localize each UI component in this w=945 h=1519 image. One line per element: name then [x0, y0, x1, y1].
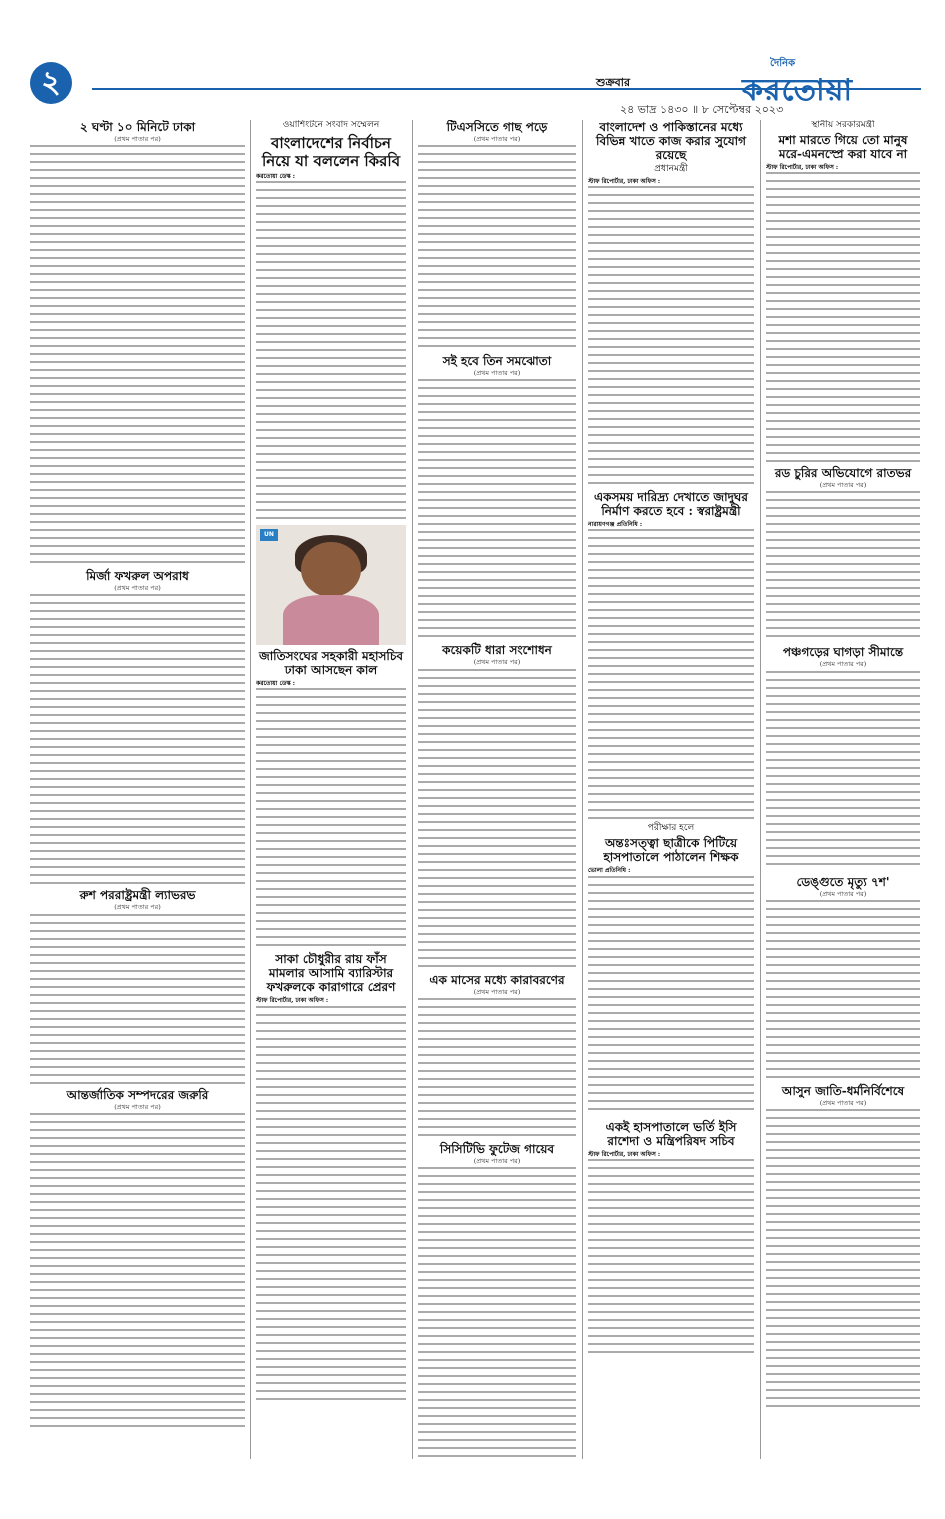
- continued-label: (প্রথম পাতার পর): [473, 135, 521, 143]
- column-rule: [250, 120, 251, 1459]
- headline: সিসিটিভি ফুটেজ গায়েব: [439, 1141, 555, 1156]
- column-rule: [412, 120, 413, 1459]
- byline: স্টাফ রিপোর্টার, ঢাকা অফিস :: [588, 1150, 661, 1158]
- kicker: পরীক্ষার হলে: [647, 823, 695, 834]
- body-text: [588, 876, 754, 1116]
- headline: মির্জা ফখরুল অপরাধ: [86, 569, 189, 584]
- body-text: [766, 1109, 920, 1409]
- continued-label: (প্রথম পাতার পর): [114, 903, 161, 912]
- byline: স্টাফ রিপোর্টার, ঢাকা অফিস :: [766, 164, 839, 171]
- continued-label: (প্রথম পাতার পর): [114, 1102, 161, 1111]
- masthead-daily: দৈনিক: [770, 58, 796, 69]
- body-text: [766, 671, 920, 871]
- headline: কয়েকটি ধারা সংশোধন: [442, 643, 552, 658]
- body-text: [766, 900, 920, 1080]
- column-5: [766, 120, 920, 1460]
- body-text: [256, 1006, 406, 1406]
- weekday: শুক্রবার: [596, 76, 631, 89]
- body-text: [588, 529, 754, 819]
- body-text: [766, 172, 920, 462]
- column-2: [256, 120, 406, 1460]
- byline: নারায়ণগঞ্জ প্রতিনিধি :: [588, 521, 643, 529]
- kicker: ওয়াশিংটনে সংবাদ সম্মেলন: [282, 120, 380, 130]
- headline: রুশ পররাষ্ট্রমন্ত্রী ল্যাভরভ: [79, 888, 196, 903]
- headline: জাতিসংঘের সহকারী মহাসচিব ঢাকা আসছেন কাল: [258, 649, 404, 678]
- column-rule: [582, 120, 583, 1459]
- body-text: [256, 181, 406, 521]
- continued-label: (প্রথম পাতার পর): [114, 584, 161, 593]
- headline: আসুন জাতি-ধর্মনির্বিশেষে: [781, 1083, 905, 1098]
- headline: রড চুরির অভিযোগে রাতভর: [774, 466, 912, 481]
- headline: একসময় দারিদ্র্য দেখাতে জাদুঘর নির্মাণ করতে হবে : স্বরাষ্ট্রমন্ত্রী: [594, 490, 748, 519]
- kicker: স্থানীয় সরকারমন্ত্রী: [811, 120, 875, 130]
- headline: বাংলাদেশের নির্বাচন নিয়ে যা বললেন কিরবি: [261, 134, 401, 170]
- portrait-photo: [256, 525, 406, 645]
- headline: বাংলাদেশ ও পাকিস্তানের মধ্যে বিভিন্ন খাতে কাজ করার সুযোগ রয়েছে: [596, 120, 746, 162]
- body-text: [30, 145, 245, 565]
- headline: সই হবে তিন সমঝোতা: [442, 354, 552, 369]
- body-text: [30, 594, 245, 884]
- continued-label: (প্রথম পাতার পর): [473, 369, 521, 378]
- body-text: [418, 669, 576, 969]
- continued-label: (প্রথম পাতার পর): [473, 987, 521, 996]
- column-1: [30, 120, 245, 1460]
- body-text: [766, 491, 920, 641]
- headline: ডেঙ্গুতে মৃত্যু ৭শ': [796, 874, 890, 889]
- headline: ২ ঘণ্টা ১০ মিনিটে ঢাকা: [79, 120, 196, 134]
- body-text: [588, 186, 754, 486]
- byline: স্টাফ রিপোর্টার, ঢাকা অফিস :: [588, 178, 661, 185]
- body-text: [418, 145, 576, 350]
- body-text: [30, 1113, 245, 1433]
- un-logo: UN: [260, 529, 278, 541]
- headline: মশা মারতে গিয়ে তো মানুষ মরে-এমনস্প্রে করা যাবে না: [778, 133, 908, 161]
- column-4: [588, 120, 754, 1460]
- continued-label: (প্রথম পাতার পর): [473, 658, 521, 667]
- body-text: [30, 914, 245, 1084]
- column-rule: [760, 120, 761, 1459]
- masthead-logo: করতোয়া: [742, 73, 854, 108]
- page-number-badge: ২: [30, 62, 72, 104]
- kicker: প্রধানমন্ত্রী: [654, 164, 688, 174]
- byline: করতোয়া ডেস্ক :: [256, 173, 295, 180]
- body-text: [418, 998, 576, 1138]
- byline: ভোলা প্রতিনিধি :: [588, 867, 631, 875]
- continued-label: (প্রথম পাতার পর): [819, 481, 867, 490]
- continued-label: (প্রথম পাতার পর): [473, 1156, 521, 1165]
- headline: টিএসসিতে গাছ পড়ে: [446, 120, 548, 134]
- headline: আন্তর্জাতিক সম্পদরের জরুরি: [66, 1087, 209, 1102]
- dateline: ২৪ ভাদ্র ১৪৩০ ॥ ৮ সেপ্টেম্বর ২০২৩: [620, 103, 784, 116]
- byline: করতোয়া ডেস্ক :: [256, 680, 295, 688]
- continued-label: (প্রথম পাতার পর): [819, 660, 867, 669]
- headline: এক মাসের মধ্যে কারাবরণের: [429, 972, 565, 987]
- headline: অন্তঃসত্ত্বা ছাত্রীকে পিটিয়ে হাসপাতালে পাঠালেন শিক্ষক: [603, 836, 739, 865]
- body-text: [418, 379, 576, 639]
- continued-label: (প্রথম পাতার পর): [819, 1098, 867, 1107]
- continued-label: (প্রথম পাতার পর): [819, 889, 867, 898]
- headline: সাকা চৌধুরীর রায় ফাঁস মামলার আসামি ব্যারিস্টার ফখরুলকে কারাগারে প্রেরণ: [266, 952, 396, 995]
- byline: স্টাফ রিপোর্টার, ঢাকা অফিস :: [256, 997, 329, 1005]
- body-text: [418, 1167, 576, 1460]
- body-text: [256, 688, 406, 948]
- headline: একই হাসপাতালে ভর্তি ইসি রাশেদা ও মন্ত্রিপরিষদ সচিব: [605, 1119, 737, 1148]
- column-3: [418, 120, 576, 1460]
- continued-label: (প্রথম পাতার পর): [114, 135, 161, 143]
- body-text: [588, 1159, 754, 1359]
- headline: পঞ্চগড়ের ঘাগড়া সীমান্তে: [782, 645, 904, 660]
